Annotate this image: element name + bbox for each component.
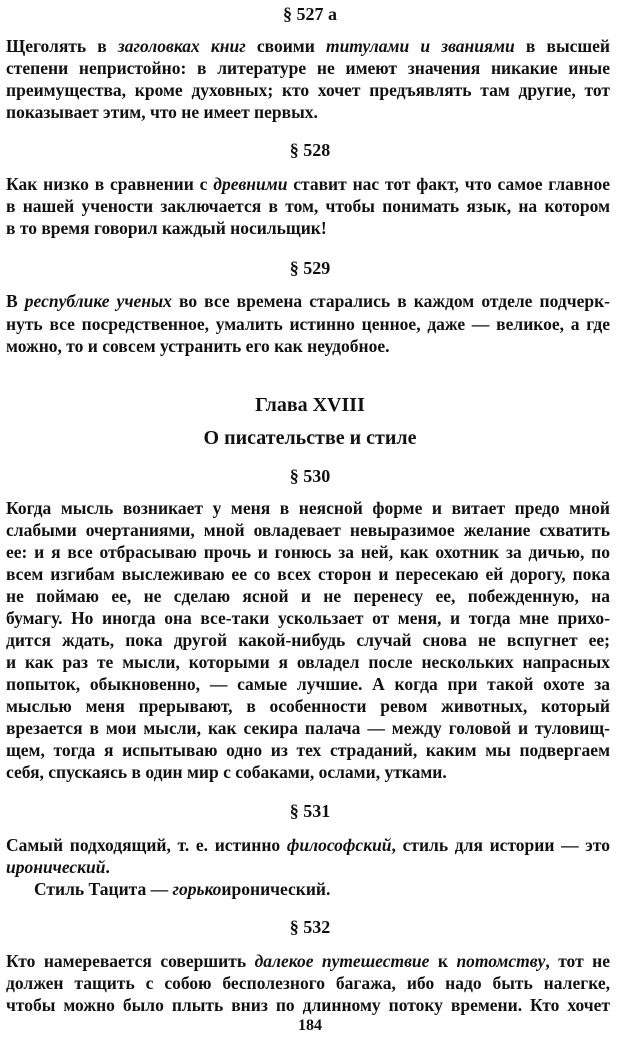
text-line: нуть все посредственное, умалить истинно ценное, даже — великое, а где: [6, 314, 610, 334]
text-line: всем изгибам выслеживаю ее со всех сторон и пересекаю ей дорогу, пока: [6, 564, 610, 584]
text-line: Самый подходящий, т. е. истинно философский, стиль для истории — это: [6, 835, 610, 855]
text-line: дится ждать, пока другой какой-нибудь случай снова не вспугнет ее;: [6, 630, 610, 650]
text-line: Стиль Тацита — горькоиронический.: [34, 879, 331, 899]
text-line: ее: и я все отбрасываю прочь и гонюсь за ней, как охотник за дичью, по: [6, 542, 610, 562]
text-line: попыток, обыкновенно, — самые лучшие. А когда при такой охоте за: [6, 674, 610, 694]
text-line: иронический.: [6, 857, 110, 877]
section-heading-530: § 530: [289, 466, 331, 486]
chapter-subtitle: О писательстве и стиле: [203, 427, 417, 449]
italic-text: заголовках книг: [117, 36, 246, 56]
text-line: В республике ученых во все времена старались в каждом отделе подчерк-: [6, 291, 610, 311]
text-line: должен тащить с собою бесполезного багажа, ибо надо быть налегке,: [6, 973, 610, 993]
chapter-title: Глава XVIII: [255, 394, 365, 416]
italic-text: горько: [172, 879, 222, 899]
italic-text: потомству: [456, 951, 546, 971]
text-line: и как раз те мысли, которыми я овладел после нескольких напрасных: [6, 652, 610, 672]
section-heading-529: § 529: [289, 258, 331, 278]
text-line: себя, спускаясь в один мир с собаками, ослами, утками.: [6, 762, 447, 782]
section-heading-527a: § 527 а: [283, 4, 337, 24]
text-line: показывает этим, что не имеет первых.: [6, 102, 318, 122]
italic-text: далекое путешествие: [254, 951, 430, 971]
text-line: Как низко в сравнении с древними ставит нас тот факт, что самое главное: [6, 174, 610, 194]
italic-text: философский: [286, 835, 392, 855]
text-line: Щеголять в заголовках книг своими титулами и званиями в высшей: [6, 36, 610, 56]
section-heading-531: § 531: [289, 801, 331, 821]
text-line: в нашей учености заключается в том, чтобы понимать язык, на котором: [6, 196, 610, 216]
text-line: мыслью меня прерывают, в особенности ревом животных, который: [6, 696, 610, 716]
text-line: щем, тогда я испытываю одно из тех страданий, каким мы подвергаем: [6, 740, 610, 760]
italic-text: иронический: [6, 857, 106, 877]
text-line: врезается в мои мысли, как секира палача — между головой и туловищ-: [6, 718, 610, 738]
page-number: 184: [298, 1017, 322, 1034]
text-line: преимущества, кроме духовных; кто хочет предъявлять там другие, тот: [6, 80, 610, 100]
italic-text: древними: [213, 174, 288, 194]
section-heading-532: § 532: [289, 917, 331, 937]
text-line: чтобы можно было плыть вниз по длинному потоку времени. Кто хочет: [6, 995, 610, 1015]
section-heading-528: § 528: [289, 140, 331, 160]
text-line: можно, то и совсем устранить его как неудобное.: [6, 336, 390, 356]
italic-text: республике ученых: [24, 291, 172, 311]
text-line: слабыми очертаниями, мной овладевает невыразимое желание схватить: [6, 520, 610, 540]
text-line: в то время говорил каждый носильщик!: [6, 218, 327, 238]
italic-text: титулами и званиями: [325, 36, 515, 56]
text-line: бумагу. Но иногда она все-таки ускользает от меня, и тогда мне прихо-: [6, 608, 610, 628]
text-line: Когда мысль возникает у меня в неясной форме и витает предо мной: [6, 498, 610, 518]
text-line: степени непристойно: в литературе не имеют значения никакие иные: [6, 58, 610, 78]
text-line: Кто намеревается совершить далекое путешествие к потомству, тот не: [6, 951, 610, 971]
text-line: не поймаю ее, не сделаю ясной и не перенесу ее, побежденную, на: [6, 586, 610, 606]
